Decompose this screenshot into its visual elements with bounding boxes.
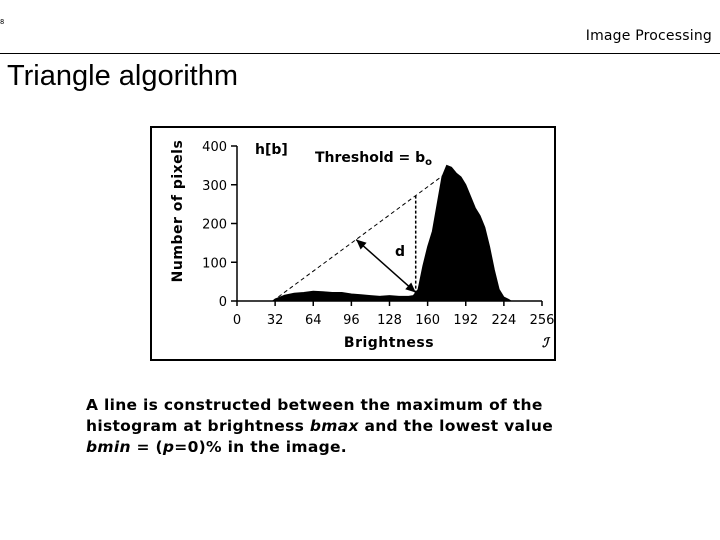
corner-glyph: ℐ <box>542 336 549 351</box>
x-tick-label: 32 <box>266 313 284 328</box>
y-axis-label: Number of pixels <box>170 139 186 283</box>
header-rule <box>0 53 720 54</box>
caption-bmin: bmin <box>86 438 131 456</box>
caption-line-2-start: histogram at brightness <box>86 417 310 435</box>
header-title: Image Processing <box>585 28 712 44</box>
x-tick-label: 64 <box>304 313 322 328</box>
x-tick-label: 256 <box>529 313 554 328</box>
distance-label: d <box>395 244 406 260</box>
y-tick-label: 100 <box>202 256 227 272</box>
x-tick-label: 96 <box>343 313 360 328</box>
caption-line-3-mid: = ( <box>130 438 163 456</box>
y-tick-label: 300 <box>202 178 227 194</box>
y-tick-label: 200 <box>202 217 227 233</box>
histogram-chart <box>152 128 554 359</box>
caption-line-2-end: and the lowest value <box>358 417 554 435</box>
caption-line-2 <box>86 416 646 437</box>
x-tick-label: 0 <box>232 313 242 328</box>
x-tick-label: 128 <box>377 313 402 328</box>
caption-line-3-end: =0)% in the image. <box>174 438 347 456</box>
slide-title: Triangle algorithm <box>7 60 239 92</box>
x-tick-label: 160 <box>415 313 441 328</box>
y-tick-label: 0 <box>218 295 227 310</box>
histogram-figure <box>150 126 556 361</box>
curve-label: h[b] <box>255 142 288 158</box>
threshold-label <box>315 150 432 168</box>
x-tick-label: 224 <box>491 313 517 328</box>
histogram-area <box>273 165 511 301</box>
caption-bmax: bmax <box>309 417 359 435</box>
caption <box>86 395 646 458</box>
y-tick-label: 400 <box>202 140 227 155</box>
threshold-label-text: Threshold = b <box>315 150 426 166</box>
x-tick-label: 192 <box>453 313 479 328</box>
x-axis-label: Brightness <box>343 335 435 351</box>
caption-line-1 <box>86 395 646 416</box>
caption-line-3 <box>86 437 646 458</box>
slide-number: 8 <box>0 18 5 26</box>
caption-p: p <box>162 438 175 456</box>
distance-line <box>356 240 416 293</box>
threshold-label-subscript: o <box>425 157 433 168</box>
caption-line-1-text: A line is constructed between the maximum of the <box>86 396 543 414</box>
